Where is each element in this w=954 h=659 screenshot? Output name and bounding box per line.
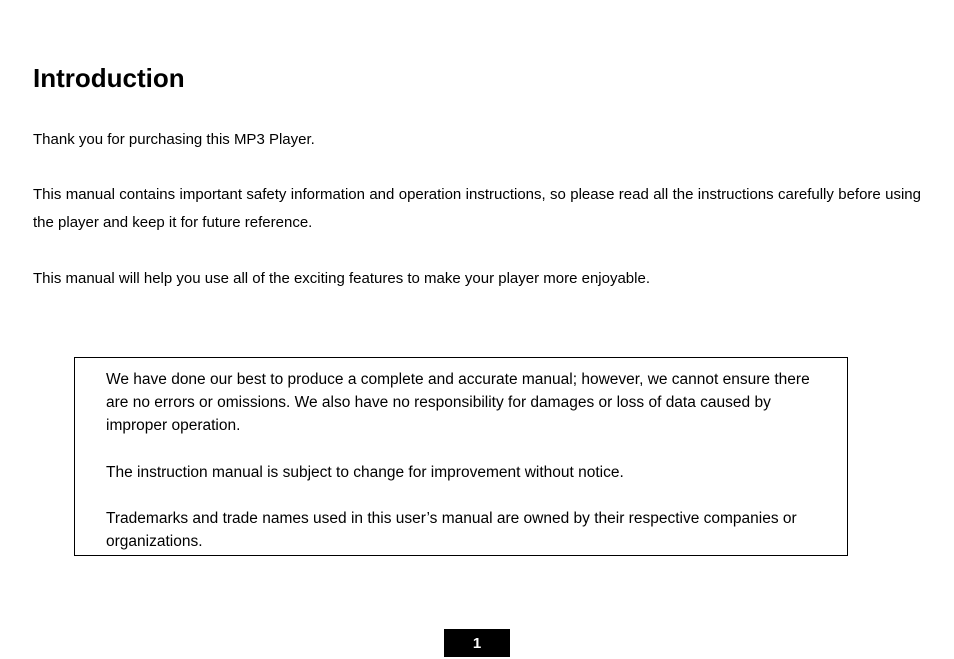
intro-paragraph-thanks: Thank you for purchasing this MP3 Player. [33,131,315,148]
disclaimer-changes: The instruction manual is subject to change for improvement without notice. [106,464,624,481]
disclaimer-trademarks: Trademarks and trade names used in this user’s manual are owned by their respective companies or organizations. [106,510,797,550]
page-title: Introduction [33,63,185,93]
intro-paragraph-features: This manual will help you use all of the exciting features to make your player more enjoyable. [33,270,650,287]
page-number: 1 [444,629,510,657]
intro-paragraph-safety: This manual contains important safety information and operation instructions, so please read all the instructions carefully before using the player and keep it for future reference. [33,186,921,231]
disclaimer-accuracy: We have done our best to produce a complete and accurate manual; however, we cannot ensure there are no errors or omissions. We also have no responsibility for damages or loss of data caused by improper operation. [106,371,810,434]
disclaimer-box [74,357,848,556]
